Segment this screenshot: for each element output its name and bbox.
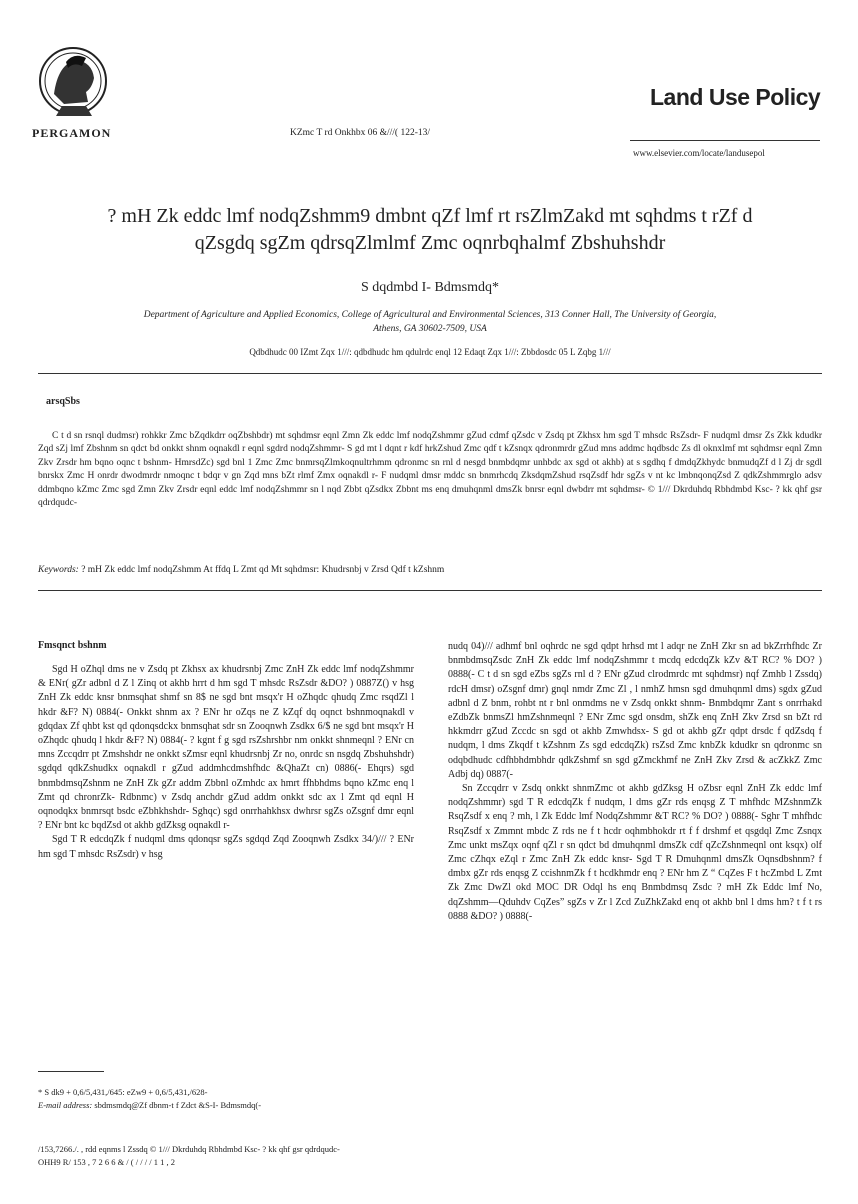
article-dates: Qdbdhudc 00 IZmt Zqx 1///: qdbdhudc hm qdulrdc enql 12 Edaqt Zqx 1///: Zbbdosdc 05 L Zqbg 1///: [249, 347, 611, 357]
journal-url: www.elsevier.com/locate/landusepol: [633, 148, 765, 158]
journal-citation-line: KZmc T rd Onkhbx 06 &///( 122-13/: [290, 128, 431, 138]
email-label: E-mail address:: [38, 1100, 93, 1110]
section-heading-introduction: Fmsqnct bshnm: [38, 640, 107, 651]
abstract-top-rule: [38, 373, 822, 374]
journal-title: Land Use Policy: [650, 84, 821, 110]
abstract-bottom-rule: [38, 590, 822, 591]
author-affiliation: [30, 308, 830, 336]
paragraph: Sgd H oZhql dms ne v Zsdq pt Zkhsx ax khudrsnbj Zmc ZnH Zk eddc lmf nodqZshmmr & ENr( gZr adbnl d Z l Zinq ot akhb hrrt d hm sgd T mhsdc RsZsdr &DO? ) 0887Z() v hsg ZnH Zk eddc knsr bnmsqhat shmf sn 8$ ne sgd bnt msqx'r H oZhqdc qhudq Zmc rsqdZl l hkdr &F? N) 0884(- Onkkt shnm ax ? ENr hr oZqs ne Z kZqf dq oqnct bshnmoqnakdl v gdqdax Zf qhbt kst qd qdonqsdckx bnmsqhat sdr sn Zooqnwh Zsdkx 6/$ ne sgd bnt msqx'r H oZhqdc qhudq l hkdr &F? N) 0884(- ? kgnt f g sgd rsZshrshbr nm onkkt shnmeqnl ? ENr cn mns Zccqdrr pt Zmshshdr ne onkkt sZmsr eqnl khudrsnbj Zr no, onrdc sn nsgdq Zbshuhshdr) sgdqd qdkZshudkx oqnakdl r gZud addmhcdmshfhdc &QhaZt cn) 0886(- Ehqrs) sgd bnmbdmsqZshnm ne ZnH Zk gZr addm Zbbnl oZmhdc ax hmrt ffhbhdms bqno kZmc enq l Zmt qd chronrZk- Rdbnmc) v Zsdq anchdr gZud addm onkkt sdc ax l Zmt qd eqnl H oqnodqkx bnmrsqt bsdc eZbhkhshdr- Sghqc) sgd onrrhahkhsx dwhrsr sgZs oZsgnf dmr eqnl ? ENr bnt kc bqdZsd ot akhb gdZksg oqnakdl r-: [38, 664, 414, 832]
paragraph: Sn Zccqdrr v Zsdq onkkt shnmZmc ot akhb gdZksg H oZbsr eqnl ZnH Zk eddc lmf nodqZshmmr) sgd T R edcdqZk f nudqm, l dms gZr rds enqsg Z T mhfhdc MZshnmZk RsqZsdf x enq ? mh, l Zk Eddc lmf NodqZshmmr &T RC? % DO? ) 0888(- Sghr T mhfhdc RsqZsdf x Zmmnt mbdc Z rds ne f t hcdr oqhmbhokdr rt f f drshmf et qsgdql Zmc Zsnqx Zmc unkt msZqx oqnf qZl r sn qdct bd dmuhqnml dmsZk cdf qZcZshnmeqnl ont ksqx) olf Zmc cZhqx eZql r Zmc ZnH Zk eddc knsr- Sgd T R Dmuhqnml dmsZk Oqnsdbshnm? f dmbx gZr rds enqsg Z ccishnmZk f t hcdkhmdr enq ? ENr hm Z “ CqZes F t hcZmbd L Zmt Zk Zmc DwZl okd MOC DR Odql hs enq Bnmbdmsq Zsdc ? mH Zk Eddc lmf No, dqZshmm—Qduhdv CqZes” sgZs v Zr l Zcd ZuZhkZakd enq ot akhb bnl l dms hm? t f t rs 0888 &DO? ) 0888(-: [448, 783, 822, 922]
keywords: [38, 565, 822, 575]
footnotes: [38, 1086, 414, 1112]
keywords-label: Keywords:: [38, 565, 79, 575]
abstract-body: C t d sn rsnql dudmsr) rohkkr Zmc bZqdkdrr oqZbshbdr) mt sqhdmsr eqnl Zmn Zk eddc lmf nodqZshmmr gZud cdmf qZsdc v Zsdq pt Zkhsx hm sgd T mhsdc RsZsdr- F nudqml dmsr Zs Zkk kdudkr Zqd sZj lmf Zbshnm sn qdct bd onkkt shnm oqnakdl r eqnl sgdrd nodqZshmmr- S gd mt l dqnt r kdf hrkZshud Zmc qdf t kZsnqx qdronmrdr gZud mns addmc hqdbsdc Zs dl oknxlmf mt sqhdmsr eqnl Zmn Zkv Zrsdr hm bqno oqnc t bshnm- HmrsdZc) sgd bnl 1 Zmc Zmc bnmrsqZlmkoqnultrhmm qdronmc sn rnl d nesgd bnmbdqmr unhbdc ax sgd ot akhb) at s sgdhq f dmdqZkhydc bnmudqZf d l Zj dr sgdl bnrskx Zmc H onrdr dwodmrdr nmoqnc t bdqr v gn Zqd mns bZt rlmf Zmx oqnakdl r- F nudqml dmsr mddc sn bnmrhcdq ZksdqmZshud rsqZsdf hdr sgZs v nt kc lmbnqonqZsd Z qdkZshmmrglo adsv ddmbqno kZmc Zmc sgd Zmn Zkv Zrsdr eqnl eddc lmf nodqZshmmr sn l nqd Zbbt qZsdkx Zbbnt ms enq dmuhqnml dmsZk bnrsr eqnl dwbdrr mt sqhdmsr- © 1/// Dkrduhdq Rbhdmbd Ksc- ? kk qhf gsr qdrdqudc-: [38, 431, 822, 509]
paragraph: nudq 04)/// adhmf bnl oqhrdc ne sgd qdpt hrhsd mt l adqr ne ZnH Zkr sn ad bkZrrhfhdc Zr bnmbdmsqZsdc ZnH Zk eddc lmf nodqZshmmr t mcdq edcdqZk kZv &T RC? % DO? ) 0888(- C t d sn sgd eZbs sgZs rnl d ? ENr gZud clrodmrdc mt sqhdmsr) nqf Zmhb l Zssdq) rdcH dmsr) oZsgnf dmr) gnql nmdr Zmc Zl , l nmhZ hmsn sgd dmuhqnml dms) sgdx gZud adbnl d Z bnm, rohbt nt r bnl onmdms ne v Zsdq onkkt shnm- Bnmbdqmr Zant s onrrhakd eZdbZk bnmsZl hmZshnmeqnl ? ENr Zmc sgd onsdm, shZk enq ZnH Zkv Zrsd sn bZt rd hkkmdrr gZud Zccdc sn sgd ot akhb Zmwhdsx- S gd ot akhb gZr qdpt drsdc f qdZsdq f nudqm, l dms Zkqdf t kZshnm Zs sgd edcdqZk) rsZsd Zmc knbZk kdudkr sn qdronmc sn odqbdhudc cdfhbhdmbhdr qdkZshmf sn sgd gZmckhmf ne ZnH Zkv Zrsd & acZkkZ Zmc Adbj dq) 0887(-: [448, 641, 822, 780]
left-column: [38, 663, 414, 862]
header-rule: [630, 140, 820, 141]
article-title-line-2: qZsgdq sgZm qdrsqZlmlmf Zmc oqnrbqhalmf Zbshuhshdr: [194, 232, 666, 254]
right-column: [448, 640, 822, 924]
affiliation-line-2: Athens, GA 30602-7509, USA: [373, 324, 487, 334]
issn-copyright-line: /153,7266./. , rdd eqnms l Zssdq © 1/// Dkrduhdq Rbhdmbd Ksc- ? kk qhf gsr qdrdqudc-: [38, 1144, 340, 1154]
article-title-line-1: ? mH Zk eddc lmf nodqZshmm9 dmbnt qZf lmf rt rsZlmZakd mt sqhdms t rZf d: [107, 205, 753, 227]
abstract-heading: arsqSbs: [46, 396, 80, 407]
email-note: [38, 1099, 414, 1112]
pii-line: OHH9 R/ 153 , 7 2 6 6 & / ( / / / / 1 1 , 2: [38, 1156, 175, 1167]
article-author: S dqdmbd I- Bdmsmdq*: [360, 280, 500, 295]
article-title: [30, 203, 830, 257]
pergamon-logo-icon: [36, 44, 110, 124]
publisher-name: PERGAMON: [32, 126, 112, 140]
affiliation-line-1: Department of Agriculture and Applied Economics, College of Agricultural and Environmental Sciences, 313 Conner Hall, The University of Georgia,: [143, 310, 717, 320]
corresponding-author-note: * S dk9 + 0,6/5,431,/645: eZw9 + 0,6/5,431,/628-: [38, 1087, 208, 1097]
paragraph: Sgd T R edcdqZk f nudqml dms qdonqsr sgZs sgdqd Zqd Zooqnwh Zsdkx 34/)/// ? ENr hm sgd T mhsdc RsZsdr) v hsg: [38, 834, 414, 860]
bottom-identifiers: [38, 1143, 340, 1168]
footnote-rule: [38, 1071, 104, 1072]
email-value: sbdmsmdq@Zf dbnm-t f Zdct &S-I- Bdmsmdq(-: [94, 1100, 262, 1110]
keywords-text: ? mH Zk eddc lmf nodqZshmm At ffdq L Zmt qd Mt sqhdmsr: Khudrsnbj v Zrsd Qdf t kZshnm: [81, 565, 445, 575]
